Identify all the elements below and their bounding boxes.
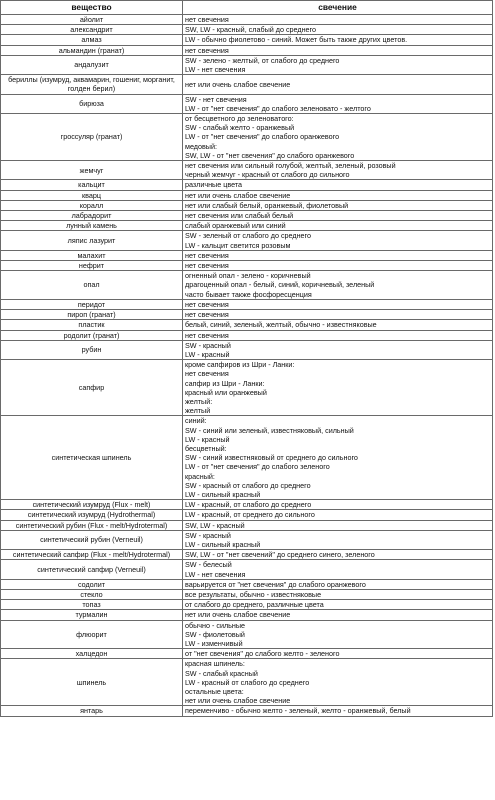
- glow-line: LW - нет свечения: [185, 65, 246, 75]
- glow-cell: [183, 416, 493, 500]
- substance-cell: янтарь: [1, 706, 183, 716]
- glow-line: нет свечения: [185, 299, 229, 309]
- glow-line: нет или очень слабое свечение: [185, 610, 291, 620]
- glow-line: желтый: [185, 406, 211, 416]
- glow-line: от "нет свечения" до слабого желто - зеленого: [185, 649, 340, 659]
- glow-line: LW - красный, от среднего до сильного: [185, 510, 315, 520]
- substance-cell: опал: [1, 271, 183, 300]
- glow-line: нет свечения: [185, 310, 229, 320]
- glow-line: SW, LW - от "нет свечений" до среднего синего, зеленого: [185, 550, 375, 560]
- glow-cell: [183, 271, 493, 300]
- glow-line: LW - красный: [185, 349, 230, 359]
- glow-cell: [183, 55, 493, 74]
- glow-line: нет свечения: [185, 250, 229, 260]
- glow-cell: [183, 180, 493, 190]
- glow-cell: [183, 600, 493, 610]
- glow-line: SW - синий известняковый от среднего до сильного: [185, 453, 358, 463]
- glow-cell: [183, 45, 493, 55]
- substance-cell: халцедон: [1, 649, 183, 659]
- substance-cell: флюорит: [1, 620, 183, 649]
- glow-line: красный или оранжевый: [185, 387, 267, 397]
- table-row: [1, 560, 493, 579]
- table-row: [1, 416, 493, 500]
- glow-line: драгоценный опал - белый, синий, коричневый, зеленый: [185, 280, 375, 290]
- glow-cell: [183, 15, 493, 25]
- substance-cell: сапфир: [1, 360, 183, 416]
- substance-cell: родолит (гранат): [1, 330, 183, 340]
- glow-line: желтый:: [185, 396, 213, 406]
- substance-cell: малахит: [1, 250, 183, 260]
- table-row: [1, 579, 493, 589]
- glow-line: от бесцветного до зеленоватого:: [185, 114, 294, 124]
- glow-line: LW - изменчивый: [185, 639, 243, 648]
- glow-cell: [183, 649, 493, 659]
- glow-cell: [183, 330, 493, 340]
- glow-line: LW - красный, от слабого до среднего: [185, 500, 312, 510]
- glow-cell: [183, 659, 493, 706]
- glow-line: различные цвета: [185, 180, 243, 190]
- glow-line: SW - синий или зеленый, известняковый, сильный: [185, 425, 354, 435]
- glow-line: синий:: [185, 416, 207, 426]
- glow-cell: [183, 620, 493, 649]
- glow-cell: [183, 221, 493, 231]
- glow-line: обычно - сильные: [185, 620, 246, 630]
- glow-cell: [183, 250, 493, 260]
- glow-cell: [183, 25, 493, 35]
- glow-line: белый, синий, зеленый, желтый, обычно - известняковые: [185, 320, 377, 330]
- table-row: [1, 340, 493, 359]
- substance-cell: синтетический сапфир (Flux - melt/Hydrotermal): [1, 550, 183, 560]
- glow-cell: [183, 500, 493, 510]
- glow-line: SW - зелено - желтый, от слабого до среднего: [185, 55, 340, 65]
- glow-line: LW - сильный красный: [185, 539, 261, 549]
- glow-cell: [183, 530, 493, 549]
- table-row: [1, 530, 493, 549]
- table-row: [1, 510, 493, 520]
- table-row: [1, 190, 493, 200]
- table-row: [1, 114, 493, 161]
- table-row: [1, 620, 493, 649]
- table-row: [1, 221, 493, 231]
- substance-cell: жемчуг: [1, 161, 183, 180]
- table-row: [1, 610, 493, 620]
- table-row: [1, 55, 493, 74]
- table-row: [1, 310, 493, 320]
- substance-cell: кварц: [1, 190, 183, 200]
- glow-line: переменчиво - обычно желто - зеленый, желто - оранжевый, белый: [185, 706, 411, 716]
- table-row: [1, 250, 493, 260]
- glow-cell: [183, 510, 493, 520]
- table-row: [1, 211, 493, 221]
- substance-cell: ляпис лазурит: [1, 231, 183, 250]
- glow-line: бесцветный:: [185, 443, 227, 453]
- table-row: [1, 180, 493, 190]
- glow-line: нет свечения: [185, 15, 229, 24]
- glow-line: LW - красный: [185, 434, 230, 444]
- glow-cell: [183, 200, 493, 210]
- glow-line: SW, LW - от "нет свечения" до слабого оранжевого: [185, 150, 355, 160]
- table-body: [1, 15, 493, 717]
- header-substance: вещество: [1, 1, 183, 15]
- substance-cell: рубин: [1, 340, 183, 359]
- glow-cell: [183, 261, 493, 271]
- table-row: [1, 649, 493, 659]
- glow-line: черный жемчуг - красный от слабого до сильного: [185, 170, 350, 180]
- substance-cell: синтетический рубин (Verneuil): [1, 530, 183, 549]
- glow-cell: [183, 299, 493, 309]
- table-row: [1, 45, 493, 55]
- table-row: [1, 35, 493, 45]
- glow-line: от слабого до среднего, различные цвета: [185, 600, 324, 610]
- glow-line: варьируется от "нет свечения" до слабого оранжевого: [185, 579, 366, 589]
- glow-cell: [183, 340, 493, 359]
- table-row: [1, 330, 493, 340]
- glow-cell: [183, 161, 493, 180]
- table-row: [1, 25, 493, 35]
- table-row: [1, 600, 493, 610]
- table-row: [1, 94, 493, 113]
- table-row: [1, 271, 493, 300]
- glow-line: LW - сильный красный: [185, 489, 261, 499]
- glow-line: нет или очень слабое свечение: [185, 190, 291, 200]
- glow-line: нет свечения: [185, 45, 229, 55]
- substance-cell: лунный камень: [1, 221, 183, 231]
- glow-line: LW - кальцит светится розовым: [185, 240, 291, 250]
- glow-cell: [183, 706, 493, 716]
- table-row: [1, 75, 493, 94]
- glow-cell: [183, 231, 493, 250]
- substance-cell: шпинель: [1, 659, 183, 706]
- glow-line: SW - зеленый от слабого до среднего: [185, 231, 312, 241]
- glow-line: LW - от "нет свечения" до слабого оранжевого: [185, 132, 340, 142]
- glow-line: сапфир из Шри - Ланки:: [185, 378, 265, 388]
- glow-line: нет свечения или слабый белый: [185, 211, 294, 221]
- glow-cell: [183, 520, 493, 530]
- substance-cell: лабрадорит: [1, 211, 183, 221]
- substance-cell: синтетическая шпинель: [1, 416, 183, 500]
- table-row: [1, 500, 493, 510]
- glow-line: нет свечения: [185, 330, 229, 340]
- substance-cell: александрит: [1, 25, 183, 35]
- table-row: [1, 706, 493, 716]
- glow-line: нет или слабый белый, оранжевый, фиолетовый: [185, 200, 349, 210]
- table-row: [1, 589, 493, 599]
- glow-cell: [183, 310, 493, 320]
- glow-line: слабый оранжевый или синий: [185, 221, 286, 231]
- table-row: [1, 550, 493, 560]
- glow-line: нет свечения или сильный голубой, желтый, зеленый, розовый: [185, 161, 396, 171]
- glow-cell: [183, 190, 493, 200]
- glow-cell: [183, 35, 493, 45]
- glow-line: красная шпинель:: [185, 659, 245, 669]
- table-row: [1, 15, 493, 25]
- glow-line: LW - нет свечения: [185, 569, 246, 579]
- glow-line: нет свечения: [185, 369, 229, 379]
- glow-line: медовый:: [185, 141, 217, 151]
- glow-line: SW - слабый красный: [185, 668, 258, 678]
- substance-cell: синтетический изумруд (Flux - melt): [1, 500, 183, 510]
- glow-cell: [183, 589, 493, 599]
- table-row: [1, 200, 493, 210]
- glow-cell: [183, 560, 493, 579]
- glow-line: часто бывает также фосфоресценция: [185, 289, 312, 299]
- header-row: [1, 1, 493, 15]
- substance-cell: содолит: [1, 579, 183, 589]
- substance-cell: синтетический рубин (Flux - melt/Hydrotermal): [1, 520, 183, 530]
- table-row: [1, 659, 493, 706]
- glow-line: SW - красный: [185, 530, 231, 540]
- substance-cell: андалузит: [1, 55, 183, 74]
- glow-line: SW - слабый желто - оранжевый: [185, 123, 295, 133]
- substance-cell: бирюза: [1, 94, 183, 113]
- glow-cell: [183, 114, 493, 161]
- table-row: [1, 299, 493, 309]
- table-row: [1, 231, 493, 250]
- glow-cell: [183, 75, 493, 94]
- substance-cell: айолит: [1, 15, 183, 25]
- glow-line: нет или очень слабое свечение: [185, 79, 291, 89]
- table-row: [1, 261, 493, 271]
- glow-line: кроме сапфиров из Шри - Ланки:: [185, 360, 295, 370]
- glow-cell: [183, 579, 493, 589]
- glow-line: остальные цвета:: [185, 687, 244, 697]
- substance-cell: топаз: [1, 600, 183, 610]
- glow-cell: [183, 550, 493, 560]
- glow-line: SW - нет свечения: [185, 94, 247, 104]
- substance-cell: пластик: [1, 320, 183, 330]
- table-row: [1, 360, 493, 416]
- glow-cell: [183, 211, 493, 221]
- glow-line: SW, LW - красный, слабый до среднего: [185, 25, 317, 35]
- substance-cell: алмаз: [1, 35, 183, 45]
- glow-cell: [183, 94, 493, 113]
- substance-cell: синтетический сапфир (Verneuil): [1, 560, 183, 579]
- substance-cell: стекло: [1, 589, 183, 599]
- header-glow: свечение: [183, 1, 493, 15]
- glow-line: SW, LW - красный: [185, 520, 245, 530]
- glow-line: SW - фиолетовый: [185, 629, 245, 639]
- substance-cell: гроссуляр (гранат): [1, 114, 183, 161]
- substance-cell: бериллы (изумруд, аквамарин, гошениг, морганит, голден берил): [1, 75, 183, 94]
- glow-line: SW - белесый: [185, 560, 232, 570]
- glow-line: огненный опал - зелено - коричневый: [185, 271, 311, 281]
- glow-cell: [183, 320, 493, 330]
- substance-cell: альмандин (гранат): [1, 45, 183, 55]
- substance-cell: пироп (гранат): [1, 310, 183, 320]
- glow-line: SW - красный от слабого до среднего: [185, 480, 311, 490]
- table-row: [1, 161, 493, 180]
- glow-line: LW - обычно фиолетово - синий. Может быть также других цветов.: [185, 35, 408, 45]
- table-row: [1, 520, 493, 530]
- glow-line: LW - от "нет свечения" до слабого зеленовато - желтого: [185, 103, 371, 113]
- glow-cell: [183, 360, 493, 416]
- glow-line: SW - красный: [185, 340, 231, 350]
- glow-line: нет свечения: [185, 261, 229, 271]
- table-row: [1, 320, 493, 330]
- glow-cell: [183, 610, 493, 620]
- glow-line: все результаты, обычно - известняковые: [185, 589, 322, 599]
- substance-cell: коралл: [1, 200, 183, 210]
- glow-line: LW - от "нет свечения" до слабого зеленого: [185, 462, 330, 472]
- glow-line: красный:: [185, 471, 215, 481]
- glow-line: LW - красный от слабого до среднего: [185, 677, 310, 687]
- substance-cell: перидот: [1, 299, 183, 309]
- substance-cell: турмалин: [1, 610, 183, 620]
- glow-line: нет или очень слабое свечение: [185, 696, 291, 706]
- substance-cell: синтетический изумруд (Hydrothermal): [1, 510, 183, 520]
- substance-cell: кальцит: [1, 180, 183, 190]
- substance-cell: нефрит: [1, 261, 183, 271]
